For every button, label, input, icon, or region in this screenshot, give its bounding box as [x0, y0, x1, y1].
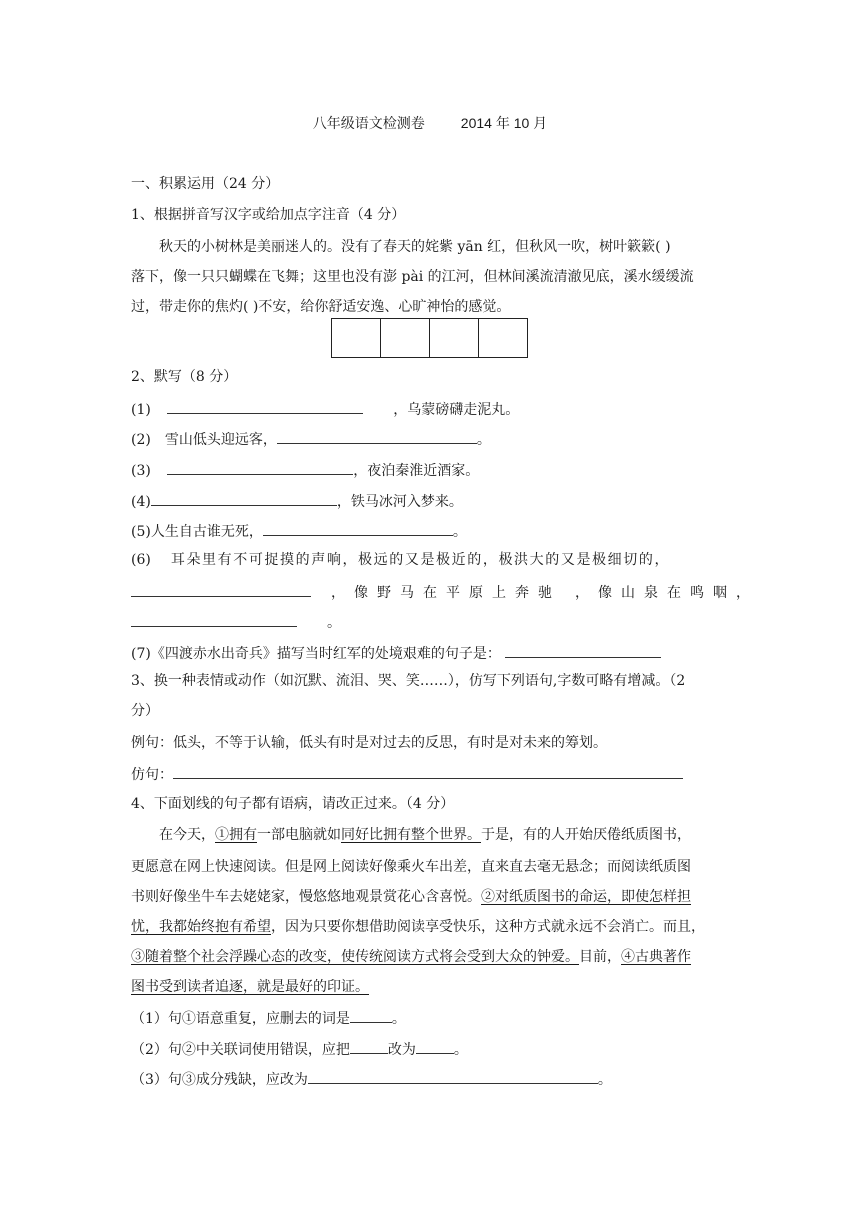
- answer-line-1: [131, 1007, 406, 1029]
- sub-question: 改为: [387, 1042, 416, 1058]
- punctuation: 。: [327, 615, 341, 631]
- question-4-heading: 4、下面划线的句子都有语病，请改正过来。（4 分）: [131, 796, 455, 812]
- question-3-heading-cont: 分）: [131, 703, 159, 719]
- underlined-sentence: 图书受到读者追逐，就是最好的印证。: [131, 979, 369, 995]
- question-2-heading: 2、默写（8 分）: [131, 369, 238, 385]
- verse-text: ，铁马冰河入梦来。: [336, 494, 463, 510]
- answer-blank[interactable]: [308, 1068, 598, 1084]
- q4-passage-line-5: [131, 947, 691, 967]
- underlined-sentence: 同好比拥有整个世界。: [341, 827, 481, 843]
- passage-text: 耳朵里有不可捉摸的声响，极远的又是极近的，极洪大的又是极细切的，: [170, 552, 671, 568]
- passage-text: 在今天，: [159, 827, 215, 843]
- q4-passage-line-1: [159, 825, 691, 845]
- verse-text: 雪山低头迎远客，: [164, 432, 277, 448]
- dictation-line-2: [131, 428, 491, 450]
- punctuation: 。: [453, 1042, 468, 1058]
- underlined-sentence: 忧，我都始终抱有希望: [131, 919, 271, 935]
- example-sentence: 例句：低头，不等于认输，低头有时是对过去的反思，有时是对未来的筹划。: [131, 735, 607, 751]
- answer-blank[interactable]: [277, 428, 477, 444]
- item-number: (1): [131, 402, 151, 418]
- dictation-line-5: [131, 520, 467, 542]
- item-number: (2): [131, 432, 151, 448]
- passage-text: ，像山泉在鸣咽，: [575, 585, 759, 601]
- answer-blank[interactable]: [131, 581, 311, 597]
- answer-blank[interactable]: [173, 763, 683, 779]
- passage-text: 目前，: [579, 949, 621, 965]
- underlined-sentence: ④古典著作: [621, 949, 691, 965]
- sub-question: （3）句③成分残缺，应改为: [131, 1072, 308, 1088]
- answer-blank[interactable]: [167, 459, 353, 475]
- exam-date: 2014 年 10 月: [460, 115, 548, 131]
- answer-box[interactable]: [332, 319, 381, 358]
- passage-text: 一部电脑就如: [257, 827, 341, 843]
- item-number: (4): [131, 494, 151, 510]
- dictation-line-3: [131, 459, 479, 481]
- answer-blank[interactable]: [505, 642, 661, 658]
- answer-box[interactable]: [381, 319, 430, 358]
- dictation-line-7: [131, 642, 661, 664]
- question-1-heading: 1、根据拼音写汉字或给加点字注音（4 分）: [131, 207, 406, 223]
- imitation-label: 仿句：: [131, 767, 173, 783]
- answer-line-3: [131, 1068, 612, 1090]
- answer-box[interactable]: [479, 319, 528, 358]
- punctuation: 。: [476, 432, 491, 448]
- answer-line-2: [131, 1038, 468, 1060]
- exam-title: 八年级语文检测卷: [312, 115, 425, 131]
- sub-question: （2）句②中关联词使用错误，应把: [131, 1042, 350, 1058]
- answer-blank[interactable]: [416, 1038, 454, 1054]
- item-number: (3): [131, 463, 151, 479]
- item-number: (6): [131, 552, 151, 568]
- page-title: [0, 113, 860, 133]
- verse-text: (5)人生自古谁无死，: [131, 524, 263, 540]
- passage-text: 书则好像坐牛车去姥姥家，慢悠悠地观景赏花心含喜悦。: [131, 889, 481, 905]
- sub-question: （1）句①语意重复，应删去的词是: [131, 1011, 350, 1027]
- section-heading: 一、积累运用（24 分）: [131, 176, 280, 192]
- question-3-heading: 3、换一种表情或动作（如沉默、流泪、哭、笑……），仿写下列语句,字数可略有增减。（2: [131, 673, 686, 689]
- verse-text: ，乌蒙磅礴走泥丸。: [393, 402, 520, 418]
- dictation-line-4: [131, 490, 463, 512]
- answer-blank[interactable]: [350, 1007, 392, 1023]
- q1-passage-line-3: 过，带走你的焦灼( )不安，给你舒适安逸、心旷神怡的感觉。: [131, 299, 511, 315]
- dictation-line-6b: [131, 581, 759, 603]
- punctuation: 。: [452, 524, 467, 540]
- answer-blank[interactable]: [131, 611, 297, 627]
- answer-blank[interactable]: [167, 398, 363, 414]
- imitation-line: [131, 763, 683, 785]
- underlined-sentence: ③随着整个社会浮躁心态的改变，使传统阅读方式将会受到大众的钟爱。: [131, 949, 579, 965]
- answer-blank[interactable]: [263, 520, 453, 536]
- q4-passage-line-4: [131, 917, 705, 937]
- answer-box[interactable]: [430, 319, 479, 358]
- underlined-sentence: ②对纸质图书的命运，即使怎样担: [481, 889, 691, 905]
- q1-passage-line-2: 落下，像一只只蝴蝶在飞舞；这里也没有澎 pài 的江河，但林间溪流清澈见底，溪水缓缓流: [131, 269, 694, 285]
- q4-passage-line-2: 更愿意在网上快速阅读。但是网上阅读好像乘火车出差，直来直去毫无悬念；而阅读纸质图: [131, 859, 691, 875]
- answer-blank[interactable]: [350, 1038, 388, 1054]
- q1-passage-line-1: 秋天的小树林是美丽迷人的。没有了春天的姹紫 yān 红，但秋风一吹，树叶簌簌( ): [159, 239, 671, 255]
- dictation-line-6c: [131, 611, 341, 633]
- answer-box-grid: [331, 318, 528, 358]
- passage-text: 于是，有的人开始厌倦纸质图书，: [481, 827, 691, 843]
- dictation-line-6: [131, 550, 731, 570]
- passage-text: ，因为只要你想借助阅读享受快乐，这种方式就永远不会消亡。而且，: [271, 919, 705, 935]
- punctuation: 。: [391, 1011, 406, 1027]
- verse-text: (7)《四渡赤水出奇兵》描写当时红军的处境艰难的句子是：: [131, 646, 501, 662]
- q4-passage-line-6: [131, 977, 369, 997]
- q4-passage-line-3: [131, 887, 691, 907]
- punctuation: 。: [597, 1072, 612, 1088]
- verse-text: ，夜泊秦淮近酒家。: [353, 463, 480, 479]
- underlined-sentence: ①拥有: [215, 827, 257, 843]
- dictation-line-1: [131, 398, 519, 420]
- answer-blank[interactable]: [151, 490, 337, 506]
- passage-text: ，像野马在平原上奔驰: [331, 585, 561, 601]
